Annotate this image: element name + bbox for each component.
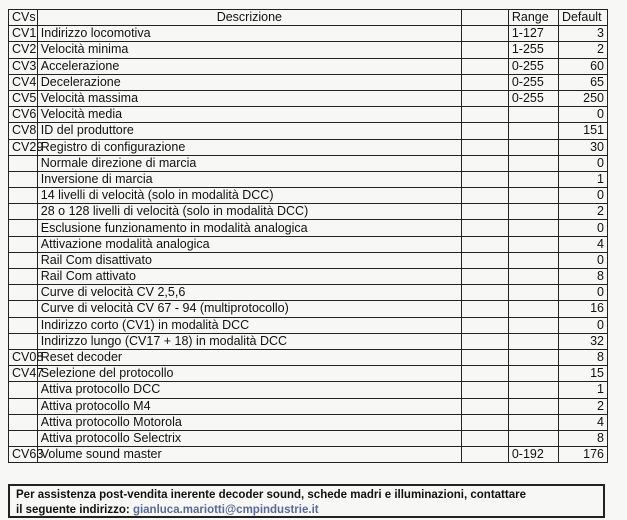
cell-cv bbox=[9, 204, 38, 220]
cell-range bbox=[508, 349, 558, 365]
cell-cv bbox=[9, 155, 38, 171]
cell-default: 4 bbox=[558, 414, 607, 430]
cell-range bbox=[508, 317, 558, 333]
cell-cv bbox=[9, 430, 38, 446]
table-header-row bbox=[9, 10, 608, 26]
table-row bbox=[9, 26, 608, 42]
cell-default: 16 bbox=[558, 301, 607, 317]
cell-range bbox=[508, 139, 558, 155]
table-row bbox=[9, 382, 608, 398]
cell-default: 8 bbox=[558, 430, 607, 446]
cell-description: Curve di velocità CV 67 - 94 (multiprotocollo) bbox=[37, 301, 461, 317]
cell-blank bbox=[461, 447, 508, 463]
cell-cv bbox=[9, 269, 38, 285]
table-row bbox=[9, 42, 608, 58]
table-row bbox=[9, 430, 608, 446]
cell-description: Registro di configurazione bbox=[37, 139, 461, 155]
header-description: Descrizione bbox=[37, 10, 461, 26]
cell-cv: CV6 bbox=[9, 107, 38, 123]
table-row bbox=[9, 366, 608, 382]
cell-range: 0-255 bbox=[508, 58, 558, 74]
cell-default: 0 bbox=[558, 107, 607, 123]
cell-blank bbox=[461, 188, 508, 204]
cell-description: Normale direzione di marcia bbox=[37, 155, 461, 171]
cell-default: 1 bbox=[558, 382, 607, 398]
cell-default: 0 bbox=[558, 220, 607, 236]
cell-default: 32 bbox=[558, 333, 607, 349]
cell-blank bbox=[461, 317, 508, 333]
cell-cv: CV47 bbox=[9, 366, 38, 382]
cell-description: 28 o 128 livelli di velocità (solo in modalità DCC) bbox=[37, 204, 461, 220]
header-range: Range bbox=[508, 10, 558, 26]
cell-description: Decelerazione bbox=[37, 74, 461, 90]
cell-default: 176 bbox=[558, 447, 607, 463]
cell-blank bbox=[461, 204, 508, 220]
cell-cv bbox=[9, 188, 38, 204]
cell-cv bbox=[9, 382, 38, 398]
cell-range bbox=[508, 188, 558, 204]
cell-range bbox=[508, 430, 558, 446]
cell-range: 1-127 bbox=[508, 26, 558, 42]
cell-cv bbox=[9, 220, 38, 236]
cell-cv bbox=[9, 236, 38, 252]
cell-range bbox=[508, 333, 558, 349]
cell-description: 14 livelli di velocità (solo in modalità DCC) bbox=[37, 188, 461, 204]
cell-blank bbox=[461, 155, 508, 171]
cell-blank bbox=[461, 430, 508, 446]
cell-default: 8 bbox=[558, 269, 607, 285]
cell-description: ID del produttore bbox=[37, 123, 461, 139]
cell-blank bbox=[461, 74, 508, 90]
cell-default: 0 bbox=[558, 188, 607, 204]
table-row bbox=[9, 58, 608, 74]
table-row bbox=[9, 155, 608, 171]
footer-line-1: Per assistenza post-vendita inerente decoder sound, schede madri e illuminazioni, contattare bbox=[16, 489, 526, 501]
cell-range bbox=[508, 269, 558, 285]
cell-description: Inversione di marcia bbox=[37, 171, 461, 187]
cell-range bbox=[508, 171, 558, 187]
cell-description: Attiva protocollo Motorola bbox=[37, 414, 461, 430]
cell-blank bbox=[461, 236, 508, 252]
cell-cv bbox=[9, 252, 38, 268]
cell-description: Reset decoder bbox=[37, 349, 461, 365]
cell-blank bbox=[461, 333, 508, 349]
table-row bbox=[9, 123, 608, 139]
cell-range bbox=[508, 236, 558, 252]
cell-default: 1 bbox=[558, 171, 607, 187]
cell-default: 250 bbox=[558, 90, 607, 106]
cell-cv: CV2 bbox=[9, 42, 38, 58]
cell-description: Velocità minima bbox=[37, 42, 461, 58]
footer-line-2 bbox=[16, 503, 597, 518]
cv-table-sheet bbox=[8, 9, 608, 463]
cell-default: 0 bbox=[558, 285, 607, 301]
table-row bbox=[9, 220, 608, 236]
table-row bbox=[9, 285, 608, 301]
cell-default: 0 bbox=[558, 155, 607, 171]
cell-description: Attiva protocollo M4 bbox=[37, 398, 461, 414]
cell-default: 4 bbox=[558, 236, 607, 252]
cell-blank bbox=[461, 220, 508, 236]
cell-default: 60 bbox=[558, 58, 607, 74]
cell-default: 0 bbox=[558, 317, 607, 333]
cell-range bbox=[508, 382, 558, 398]
cell-default: 2 bbox=[558, 42, 607, 58]
cell-description: Volume sound master bbox=[37, 447, 461, 463]
cell-description: Attiva protocollo DCC bbox=[37, 382, 461, 398]
cell-cv: CV1 bbox=[9, 26, 38, 42]
header-cvs: CVs bbox=[9, 10, 38, 26]
table-row bbox=[9, 349, 608, 365]
cell-description: Rail Com attivato bbox=[37, 269, 461, 285]
cell-blank bbox=[461, 269, 508, 285]
cv-table-body bbox=[9, 26, 608, 463]
cell-range: 0-255 bbox=[508, 74, 558, 90]
cell-range: 1-255 bbox=[508, 42, 558, 58]
cell-range bbox=[508, 301, 558, 317]
cell-blank bbox=[461, 301, 508, 317]
cell-cv: CV8 bbox=[9, 123, 38, 139]
header-default: Default bbox=[558, 10, 607, 26]
cell-blank bbox=[461, 107, 508, 123]
cell-blank bbox=[461, 252, 508, 268]
cell-blank bbox=[461, 414, 508, 430]
cell-range: 0-192 bbox=[508, 447, 558, 463]
cell-cv: CV3 bbox=[9, 58, 38, 74]
cell-blank bbox=[461, 123, 508, 139]
cell-blank bbox=[461, 139, 508, 155]
cell-blank bbox=[461, 349, 508, 365]
cell-default: 3 bbox=[558, 26, 607, 42]
cell-range: 0-255 bbox=[508, 90, 558, 106]
cell-description: Attiva protocollo Selectrix bbox=[37, 430, 461, 446]
cell-blank bbox=[461, 26, 508, 42]
cell-cv bbox=[9, 285, 38, 301]
cell-cv bbox=[9, 398, 38, 414]
cell-range bbox=[508, 107, 558, 123]
cell-description: Velocità massima bbox=[37, 90, 461, 106]
cell-blank bbox=[461, 42, 508, 58]
cell-description: Indirizzo corto (CV1) in modalità DCC bbox=[37, 317, 461, 333]
table-row bbox=[9, 171, 608, 187]
table-row bbox=[9, 188, 608, 204]
cell-blank bbox=[461, 398, 508, 414]
table-row bbox=[9, 204, 608, 220]
table-row bbox=[9, 236, 608, 252]
cell-description: Curve di velocità CV 2,5,6 bbox=[37, 285, 461, 301]
footer-address-label: il seguente indirizzo: bbox=[16, 504, 130, 516]
cell-blank bbox=[461, 171, 508, 187]
cell-blank bbox=[461, 366, 508, 382]
table-row bbox=[9, 74, 608, 90]
cell-range bbox=[508, 252, 558, 268]
cell-description: Accelerazione bbox=[37, 58, 461, 74]
cell-description: Velocità media bbox=[37, 107, 461, 123]
cell-default: 65 bbox=[558, 74, 607, 90]
cell-cv bbox=[9, 414, 38, 430]
table-row bbox=[9, 414, 608, 430]
cell-default: 2 bbox=[558, 204, 607, 220]
cell-blank bbox=[461, 58, 508, 74]
table-row bbox=[9, 447, 608, 463]
cell-range bbox=[508, 220, 558, 236]
cell-default: 8 bbox=[558, 349, 607, 365]
cell-description: Rail Com disattivato bbox=[37, 252, 461, 268]
table-row bbox=[9, 333, 608, 349]
table-row bbox=[9, 139, 608, 155]
table-row bbox=[9, 301, 608, 317]
table-row bbox=[9, 317, 608, 333]
cell-range bbox=[508, 155, 558, 171]
cv-table bbox=[8, 9, 608, 463]
cell-blank bbox=[461, 90, 508, 106]
cell-default: 30 bbox=[558, 139, 607, 155]
cell-description: Attivazione modalità analogica bbox=[37, 236, 461, 252]
cell-default: 151 bbox=[558, 123, 607, 139]
cell-description: Esclusione funzionamento in modalità analogica bbox=[37, 220, 461, 236]
cell-cv bbox=[9, 333, 38, 349]
support-footer bbox=[8, 484, 605, 518]
header-blank bbox=[461, 10, 508, 26]
table-row bbox=[9, 90, 608, 106]
cell-default: 2 bbox=[558, 398, 607, 414]
table-row bbox=[9, 107, 608, 123]
cell-cv: CV63 bbox=[9, 447, 38, 463]
cell-blank bbox=[461, 285, 508, 301]
cell-range bbox=[508, 366, 558, 382]
cell-description: Indirizzo lungo (CV17 + 18) in modalità DCC bbox=[37, 333, 461, 349]
cell-default: 0 bbox=[558, 252, 607, 268]
cell-cv bbox=[9, 301, 38, 317]
cell-cv: CV4 bbox=[9, 74, 38, 90]
cell-range bbox=[508, 398, 558, 414]
cell-blank bbox=[461, 382, 508, 398]
cell-default: 15 bbox=[558, 366, 607, 382]
cell-cv bbox=[9, 171, 38, 187]
cell-cv: CV29 bbox=[9, 139, 38, 155]
table-row bbox=[9, 252, 608, 268]
cell-range bbox=[508, 123, 558, 139]
cell-description: Indirizzo locomotiva bbox=[37, 26, 461, 42]
cell-cv bbox=[9, 317, 38, 333]
cell-range bbox=[508, 285, 558, 301]
cell-description: Selezione del protocollo bbox=[37, 366, 461, 382]
cell-range bbox=[508, 204, 558, 220]
table-row bbox=[9, 398, 608, 414]
table-row bbox=[9, 269, 608, 285]
cell-cv: CV08 bbox=[9, 349, 38, 365]
cell-cv: CV5 bbox=[9, 90, 38, 106]
support-email-link[interactable]: gianluca.mariotti@cmpindustrie.it bbox=[132, 504, 319, 516]
cell-range bbox=[508, 414, 558, 430]
